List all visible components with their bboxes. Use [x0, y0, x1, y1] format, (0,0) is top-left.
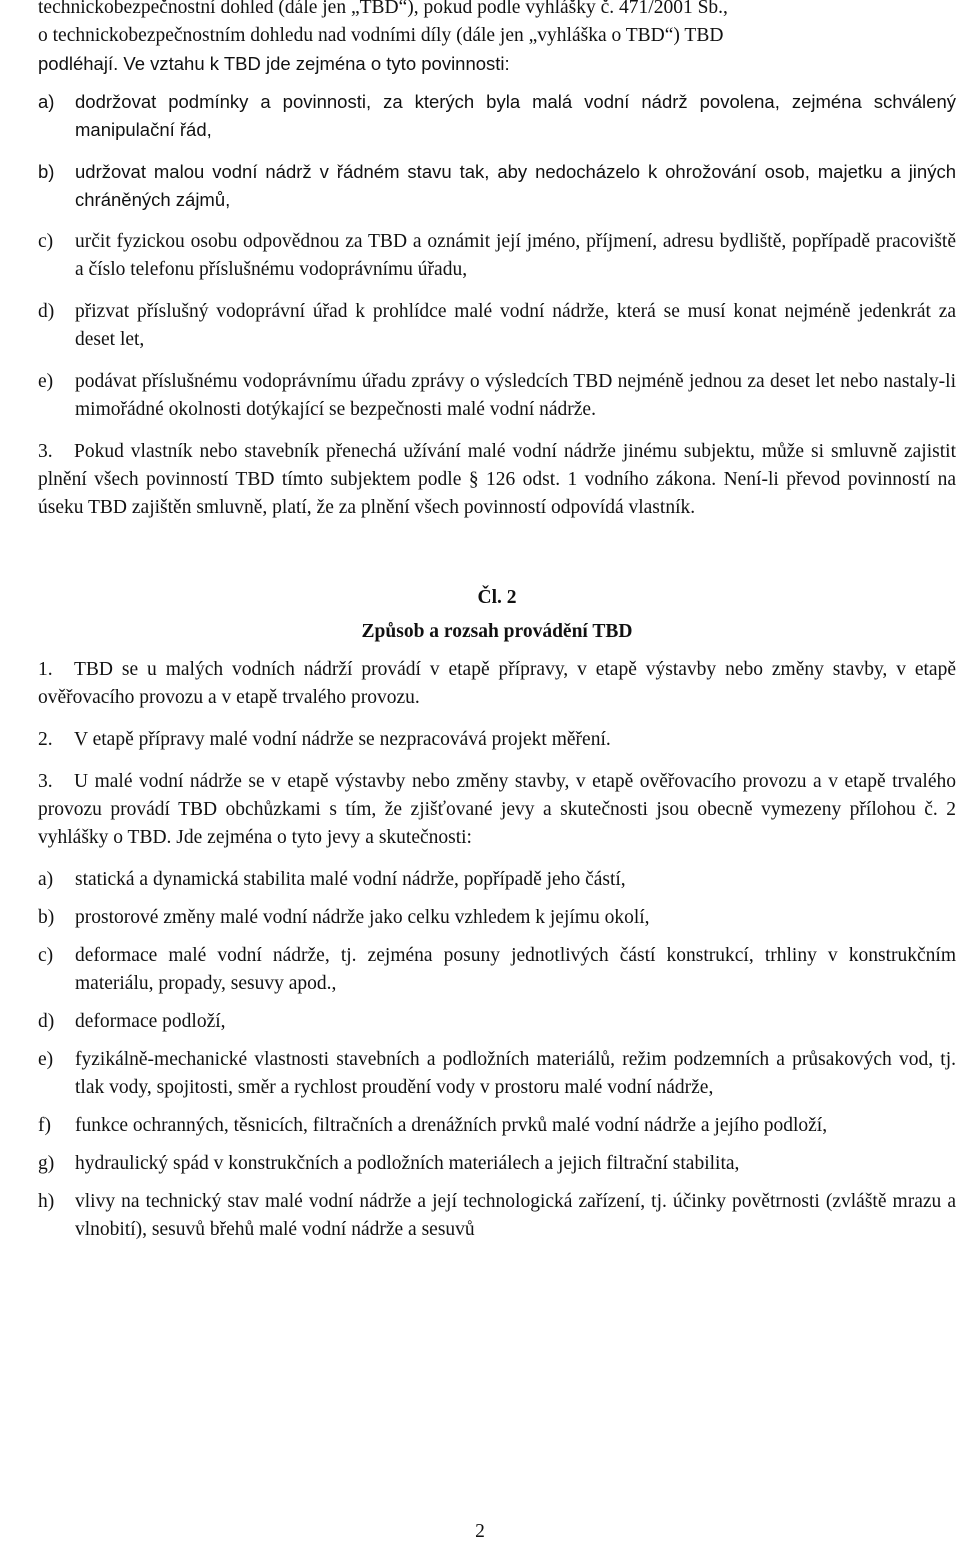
phenomenon-label: f)	[38, 1115, 51, 1136]
phenomenon-label: c)	[38, 945, 54, 966]
duty-label: a)	[38, 91, 55, 112]
duty-text: podávat příslušnému vodoprávnímu úřadu zprávy o výsledcích TBD nejméně jednou za deset let nebo nastaly-li mimořádné okolnosti dotýkající se bezpečnosti malé vodní nádrže.	[75, 371, 956, 420]
duty-item-d	[38, 298, 956, 354]
phenomenon-text: hydraulický spád v konstrukčních a podložních materiálech a jejich filtrační stabilita,	[75, 1153, 740, 1174]
phenomenon-label: g)	[38, 1153, 55, 1174]
intro-line-3: podléhají. Ve vztahu k TBD jde zejména o tyto povinnosti:	[38, 53, 510, 74]
duty-text: dodržovat podmínky a povinnosti, za kterých byla malá vodní nádrž povolena, zejména schválený manipulační řád,	[75, 91, 956, 140]
duty-item-b	[38, 158, 956, 214]
phenomenon-text: deformace podloží,	[75, 1011, 226, 1032]
phenomenon-label: h)	[38, 1191, 55, 1212]
phenomenon-label: d)	[38, 1011, 55, 1032]
point-1	[38, 656, 956, 712]
phenomenon-label: a)	[38, 869, 54, 890]
phenomenon-text: funkce ochranných, těsnicích, filtračních a drenážních prvků malé vodní nádrže a jejího podloží,	[75, 1115, 828, 1136]
paragraph-3	[38, 438, 956, 522]
document-page	[38, 0, 956, 1244]
paragraph-label: 3.	[38, 441, 53, 462]
phenomenon-item-e	[38, 1046, 956, 1102]
duty-text: přizvat příslušný vodoprávní úřad k prohlídce malé vodní nádrže, která se musí konat nejméně jedenkrát za deset let,	[75, 301, 956, 350]
duty-text: určit fyzickou osobu odpovědnou za TBD a oznámit její jméno, příjmení, adresu bydliště, popřípadě pracoviště a číslo telefonu příslušnému vodoprávnímu úřadu,	[75, 231, 956, 280]
phenomenon-text: deformace malé vodní nádrže, tj. zejména posuny jednotlivých částí konstrukcí, trhliny v konstrukčním materiálu, propady, sesuvy apod.,	[75, 945, 956, 994]
phenomenon-text: prostorové změny malé vodní nádrže jako celku vzhledem k jejímu okolí,	[75, 907, 650, 928]
duty-label: d)	[38, 301, 55, 322]
point-text: V etapě přípravy malé vodní nádrže se nezpracovává projekt měření.	[74, 729, 611, 750]
point-text: TBD se u malých vodních nádrží provádí v etapě přípravy, v etapě výstavby nebo změny stavby, v etapě ověřovacího provozu a v etapě trvalého provozu.	[38, 659, 956, 708]
point-text: U malé vodní nádrže se v etapě výstavby nebo změny stavby, v etapě ověřovacího provozu a v etapě trvalého provozu provádí TBD obchůzkami s tím, že zjišťované jevy a skutečnosti jsou obecně vymezeny přílohou č. 2 vyhlášky o TBD. Jde zejména o tyto jevy a skutečnosti:	[38, 771, 956, 848]
phenomenon-item-h	[38, 1188, 956, 1244]
phenomenon-item-d	[38, 1008, 956, 1036]
phenomenon-label: e)	[38, 1049, 54, 1070]
duty-item-a	[38, 88, 956, 144]
duty-label: e)	[38, 371, 54, 392]
phenomenon-text: statická a dynamická stabilita malé vodní nádrže, popřípadě jeho částí,	[75, 869, 626, 890]
duty-text: udržovat malou vodní nádrž v řádném stavu tak, aby nedocházelo k ohrožování osob, majetku a jiných chráněných zájmů,	[75, 161, 956, 210]
phenomenon-text: fyzikálně-mechanické vlastnosti stavebních a podložních materiálů, režim podzemních a průsakových vod, tj. tlak vody, spojitosti, směr a rychlost proudění vody v prostoru malé vodní nádrže,	[75, 1049, 956, 1098]
point-3	[38, 768, 956, 852]
phenomenon-item-b	[38, 904, 956, 932]
point-2	[38, 726, 956, 754]
page-number: 2	[475, 1521, 485, 1542]
point-label: 2.	[38, 729, 53, 750]
phenomenon-item-g	[38, 1150, 956, 1178]
duty-item-e	[38, 368, 956, 424]
intro-line-2: o technickobezpečnostním dohledu nad vodními díly (dále jen „vyhláška o TBD“) TBD	[38, 25, 724, 46]
phenomenon-text: vlivy na technický stav malé vodní nádrže a její technologická zařízení, tj. účinky povětrnosti (zvláště mrazu a vlnobití), sesuvů břehů malé vodní nádrže a sesuvů	[75, 1191, 956, 1240]
article-title: Způsob a rozsah provádění TBD	[361, 621, 633, 642]
duty-item-c	[38, 228, 956, 284]
phenomenon-item-a	[38, 866, 956, 894]
intro-line-1: technickobezpečnostní dohled (dále jen „TBD“), pokud podle vyhlášky č. 471/2001 Sb.,	[38, 0, 728, 18]
duty-label: b)	[38, 161, 55, 182]
paragraph-text: Pokud vlastník nebo stavebník přenechá užívání malé vodní nádrže jinému subjektu, může si smluvně zajistit plnění všech povinností TBD tímto subjektem podle § 126 odst. 1 vodního zákona. Není-li převod povinností na úseku TBD zajištěn smluvně, platí, že za plnění všech povinností odpovídá vlastník.	[38, 441, 956, 518]
article-number: Čl. 2	[477, 587, 517, 608]
point-label: 3.	[38, 771, 53, 792]
phenomenon-item-c	[38, 942, 956, 998]
point-label: 1.	[38, 659, 53, 680]
phenomenon-label: b)	[38, 907, 55, 928]
phenomenon-item-f	[38, 1112, 956, 1140]
duty-label: c)	[38, 231, 54, 252]
